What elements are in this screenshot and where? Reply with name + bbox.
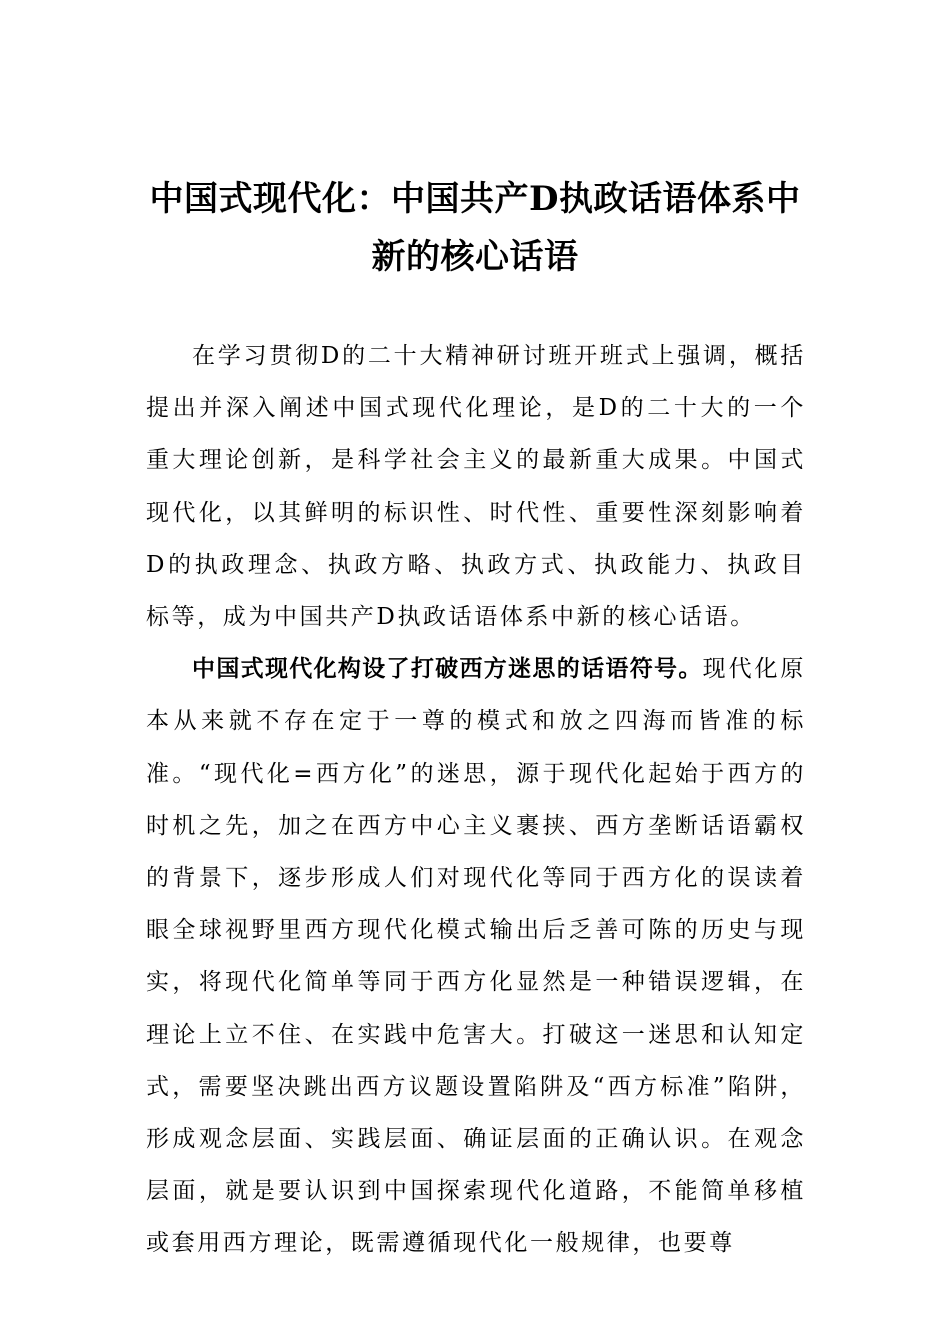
paragraph-intro bbox=[146, 330, 806, 643]
paragraph-text: 在学习贯彻D的二十大精神研讨班开班式上强调，概括提出并深入阐述中国式现代化理论，是D的二十大的一个重大理论创新，是科学社会主义的最新重大成果。中国式现代化，以其鲜明的标识性、时代性、重要性深刻影响着D的执政理念、执政方略、执政方式、执政能力、执政目标等，成为中国共产D执政话语体系中新的核心话语。 bbox=[146, 343, 806, 631]
paragraph-lead-heading: 中国式现代化构设了打破西方迷思的话语符号。 bbox=[192, 656, 703, 683]
document-title: 中国式现代化：中国共产D执政话语体系中新的核心话语 bbox=[149, 179, 801, 277]
paragraph-text: 现代化原本从来就不存在定于一尊的模式和放之四海而皆准的标准。“现代化=西方化”的迷思，源于现代化起始于西方的时机之先，加之在西方中心主义裹挟、西方垄断话语霸权的背景下，逐步形成人们对现代化等同于西方化的误读着眼全球视野里西方现代化模式输出后乏善可陈的历史与现实，将现代化简单等同于西方化显然是一种错误逻辑，在理论上立不住、在实践中危害大。打破这一迷思和认知定式，需要坚决跳出西方议题设置陷阱及“西方标准”陷阱，形成观念层面、实践层面、确证层面的正确认识。在观念层面，就是要认识到中国探索现代化道路，不能简单移植或套用西方理论，既需遵循现代化一般规律，也要尊 bbox=[146, 656, 807, 1257]
document-body bbox=[146, 330, 806, 1270]
paragraph-western-myth bbox=[146, 643, 806, 1269]
